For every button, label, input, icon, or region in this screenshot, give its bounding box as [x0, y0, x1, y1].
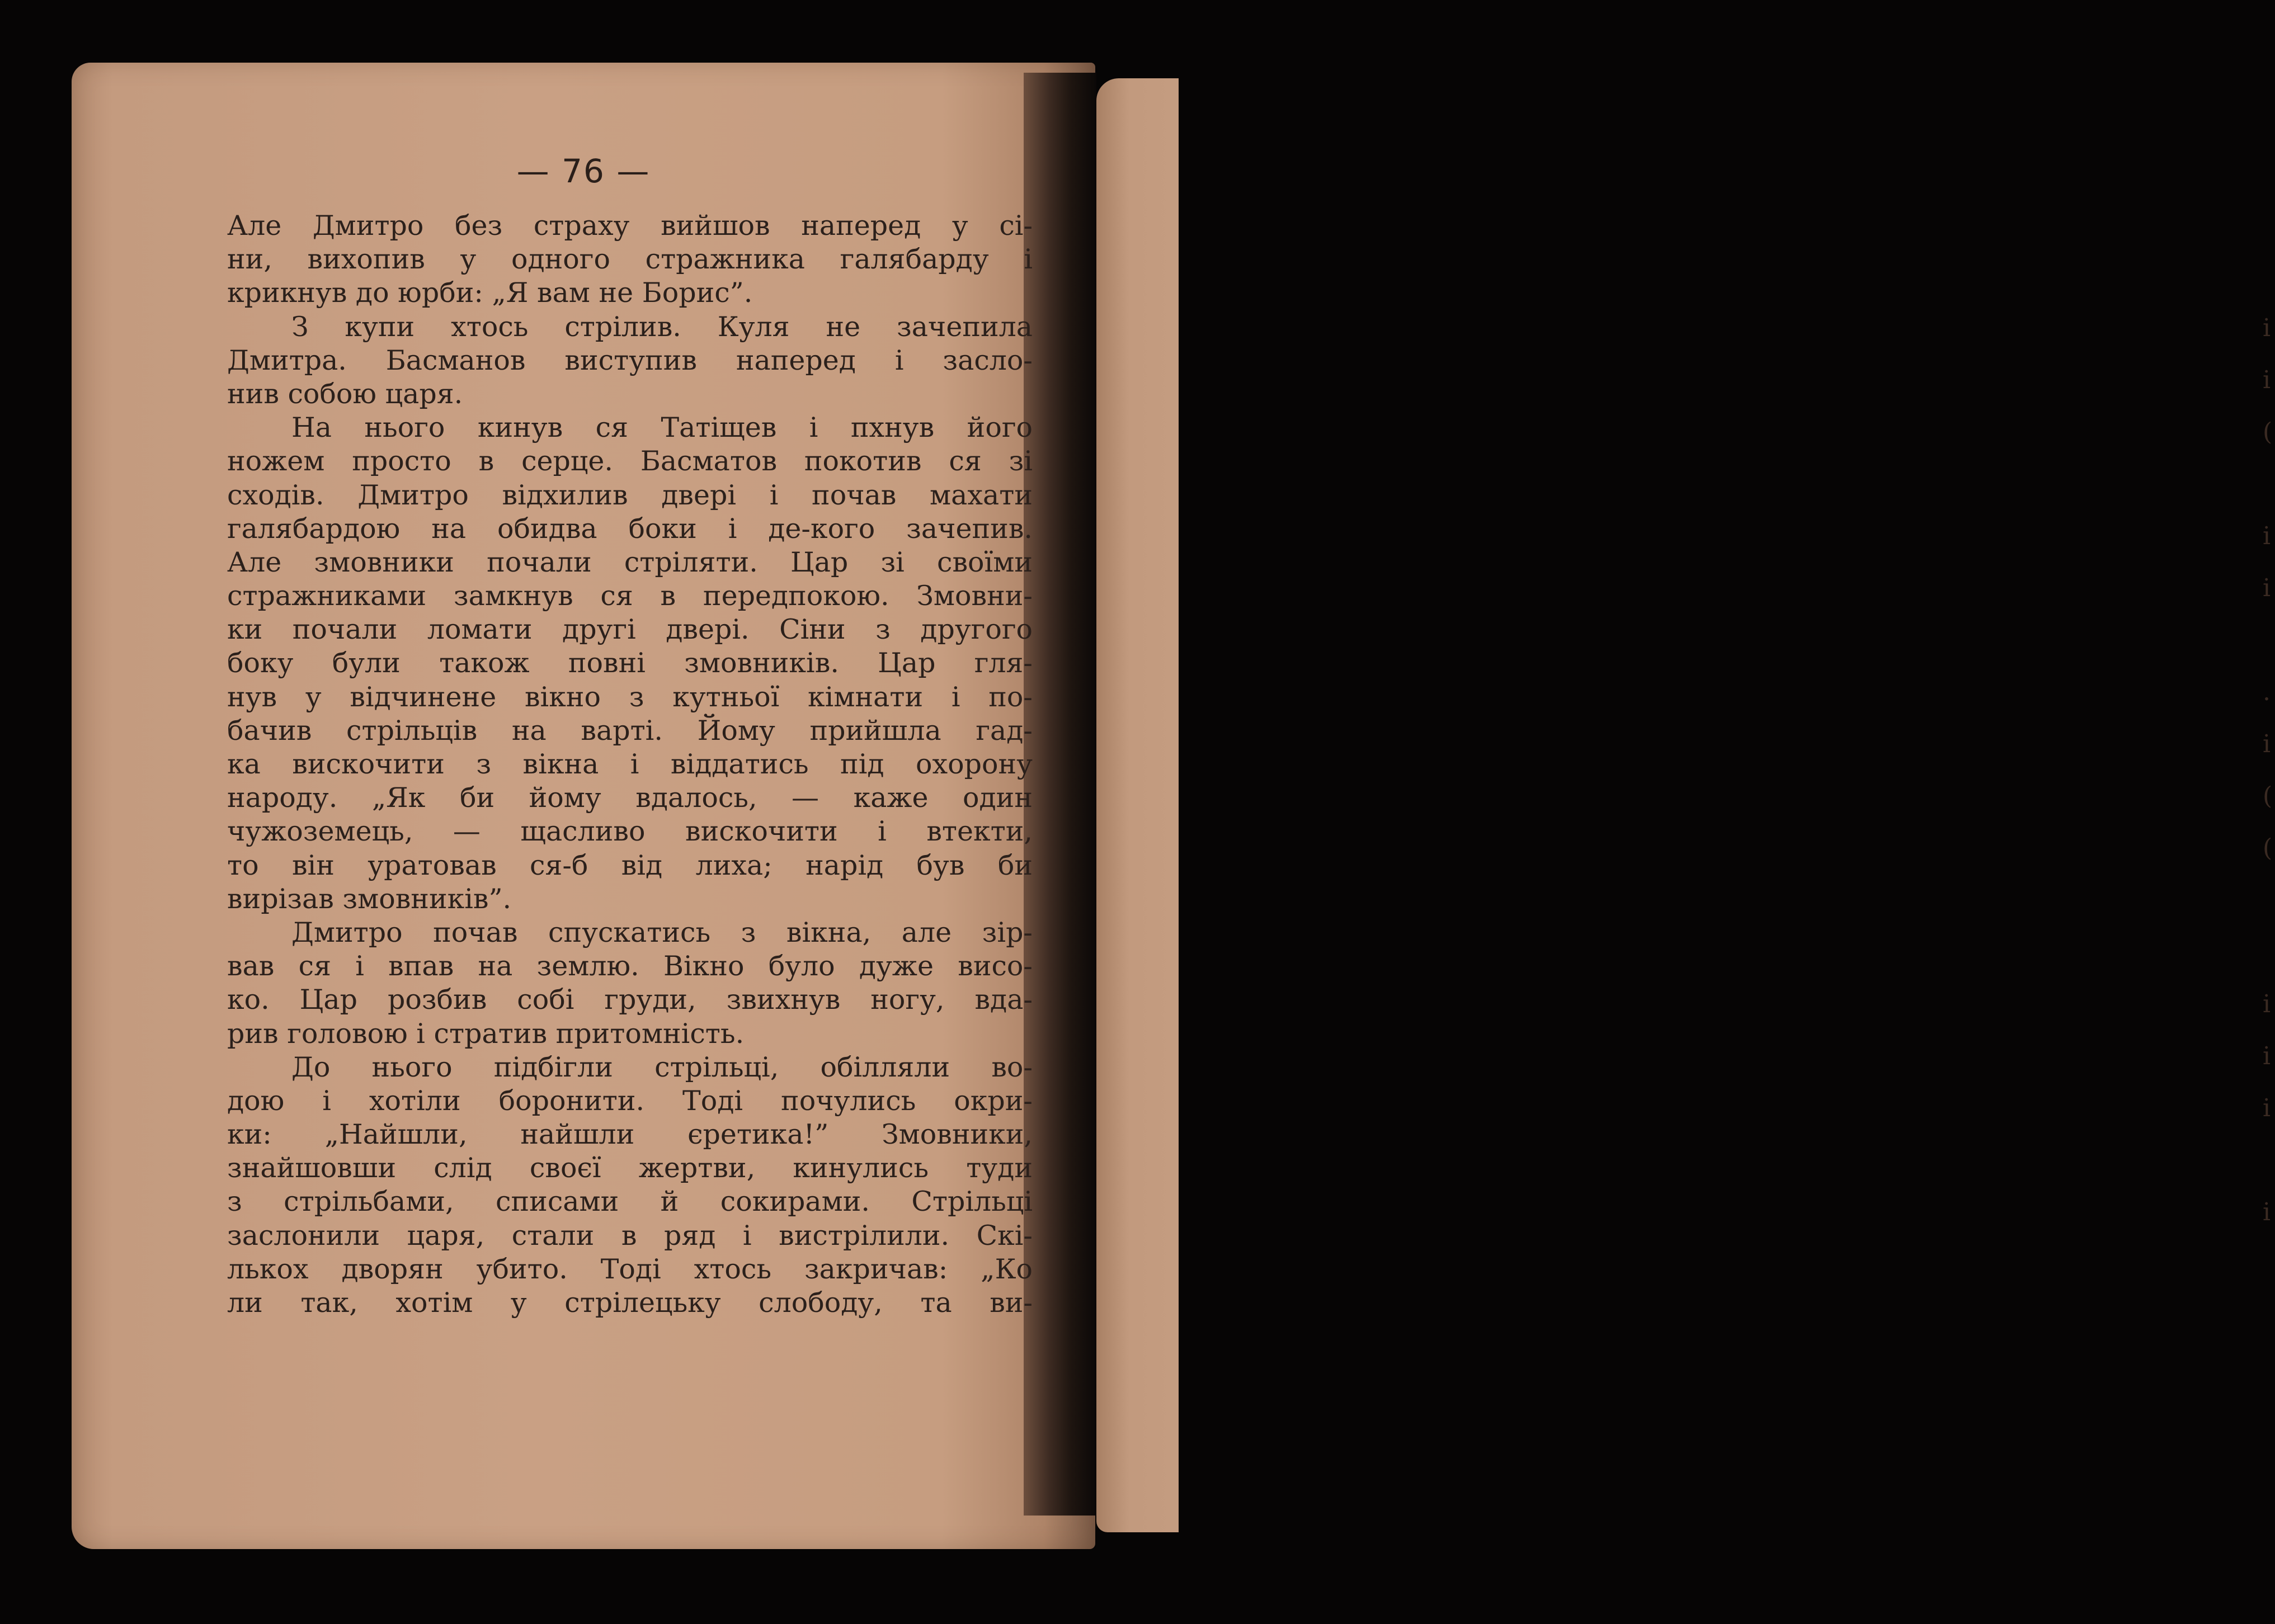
text-line: вирізав змовників”. [227, 882, 512, 915]
text-line: заслонили царя, стали в ряд і вистрілили. Скі- [227, 1219, 1033, 1252]
adjacent-page-fragment: і [2263, 1094, 2271, 1122]
text-line: нив собою царя. [227, 377, 463, 410]
text-line: боку були також повні змовників. Цар гля- [227, 647, 1033, 679]
text-line: Дмитро почав спускатись з вікна, але зір- [291, 916, 1033, 948]
adjacent-page-fragment: ( [2263, 418, 2273, 446]
text-line: ли так, хотім у стрілецьку слободу, та ви- [227, 1287, 1033, 1319]
text-line: крикнув до юрби: „Я вам не Борис”. [227, 277, 753, 309]
adjacent-page-fragment [2263, 614, 2275, 666]
text-line: лькох дворян убито. Тоді хтось закричав: „Ко [227, 1253, 1033, 1285]
text-line: бачив стрільців на варті. Йому прийшла гад- [227, 714, 1033, 747]
text-line: дою і хотіли боронити. Тоді почулись окри- [227, 1084, 1033, 1117]
adjacent-page-fragment: і [2263, 990, 2271, 1018]
adjacent-page-fragment: ( [2263, 782, 2273, 810]
text-line: До нього підбігли стрільці, обілляли во- [291, 1051, 1033, 1083]
text-line: галябардою на обидва боки і де-кого зачепив. [227, 512, 1033, 545]
text-line: Але Дмитро без страху вийшов наперед у сі- [227, 210, 1033, 242]
text-line: Але змовники почали стріляти. Цар зі своїми [227, 546, 1033, 578]
text-line: Дмитра. Басманов виступив наперед і засло- [227, 344, 1033, 376]
book-gutter-shadow [1024, 73, 1096, 1516]
adjacent-page [1096, 78, 2273, 1532]
text-line: ни, вихопив у одного стражника галябарду і [227, 243, 1033, 276]
text-line: З купи хтось стрілив. Куля не зачепила [291, 310, 1033, 343]
text-line: ки: „Найшли, найшли єретика!” Змовники, [227, 1118, 1033, 1151]
text-line: вав ся і впав на землю. Вікно було дуже висо- [227, 950, 1033, 983]
adjacent-page-fragment [2263, 1134, 2275, 1186]
text-line: то він уратовав ся-б від лиха; нарід був би [227, 849, 1033, 881]
adjacent-page-fragment: . [2263, 678, 2271, 706]
text-line: ножем просто в серце. Басматов покотив ся зі [227, 445, 1033, 478]
adjacent-page-fragment: і [2263, 730, 2271, 758]
adjacent-page-fragment: і [2263, 574, 2271, 602]
text-line: стражниками замкнув ся в передпокою. Змовни- [227, 580, 1033, 612]
adjacent-page-fragment: і [2263, 522, 2271, 550]
text-line: з стрільбами, списами й сокирами. Стрільці [227, 1186, 1033, 1218]
text-line: ко. Цар розбив собі груди, звихнув ногу, вда- [227, 984, 1033, 1016]
text-line: нув у відчинене вікно з кутньої кімнати і по- [227, 681, 1033, 713]
text-line: На нього кинув ся Татіщев і пхнув його [291, 412, 1033, 444]
adjacent-page-text-fragments [2263, 302, 2275, 1238]
text-line: народу. „Як би йому вдалось, — каже один [227, 782, 1033, 814]
adjacent-page-fragment [2263, 926, 2275, 978]
page-number: — 76 — [516, 152, 651, 190]
adjacent-page-fragment: ( [2263, 834, 2273, 862]
text-line: ка вискочити з вікна і віддатись під охорону [227, 748, 1033, 780]
text-line: сходів. Дмитро відхилив двері і почав махати [227, 479, 1033, 511]
adjacent-page-fragment: і [2263, 314, 2271, 342]
text-line: рив головою і стратив притомність. [227, 1017, 745, 1050]
text-line: чужоземець, — щасливо вискочити і втекти, [227, 815, 1033, 848]
adjacent-page-fragment [2263, 874, 2275, 926]
adjacent-page-fragment [2263, 458, 2275, 510]
page-body-text [227, 209, 1033, 1320]
adjacent-page-fragment: і [2263, 1042, 2271, 1070]
text-line: ки почали ломати другі двері. Сіни з другого [227, 613, 1033, 646]
adjacent-page-fragment: і [2263, 1198, 2271, 1226]
text-line: знайшовши слід своєї жертви, кинулись туди [227, 1152, 1033, 1184]
adjacent-page-fragment: і [2263, 366, 2271, 394]
